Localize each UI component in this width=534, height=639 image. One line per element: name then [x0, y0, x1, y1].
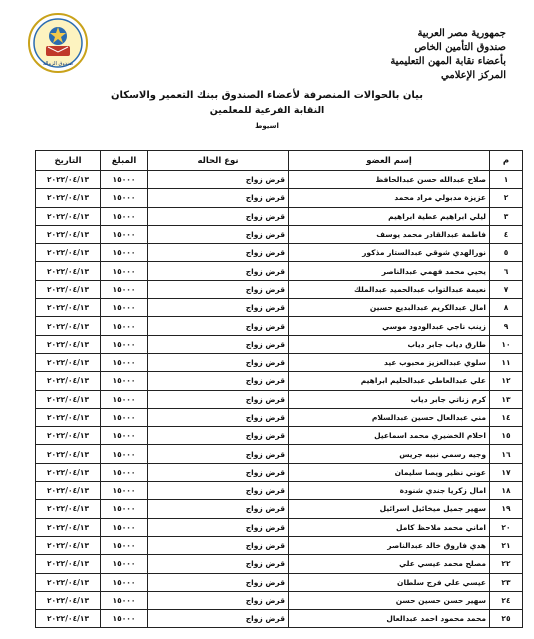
- cell-amount: ١٥٠٠٠: [101, 225, 148, 243]
- cell-date: ٢٠٢٢/٠٤/١٣: [36, 536, 101, 554]
- cell-date: ٢٠٢٢/٠٤/١٣: [36, 408, 101, 426]
- table-row: [36, 500, 523, 518]
- table-row: [36, 262, 523, 280]
- cell-number: ٢٢: [490, 555, 523, 573]
- cell-member-name: عزيزة مدبولي مراد محمد: [289, 189, 490, 207]
- cell-member-name: زينب ناجي عبدالودود موسي: [289, 317, 490, 335]
- cell-case-type: قرض زواج: [148, 225, 289, 243]
- cell-amount: ١٥٠٠٠: [101, 171, 148, 189]
- table-row: [36, 555, 523, 573]
- cell-amount: ١٥٠٠٠: [101, 573, 148, 591]
- table-row: [36, 353, 523, 371]
- cell-case-type: قرض زواج: [148, 573, 289, 591]
- cell-number: ٥: [490, 244, 523, 262]
- cell-number: ١: [490, 171, 523, 189]
- cell-amount: ١٥٠٠٠: [101, 518, 148, 536]
- header-line-fund: صندوق التأمين الخاص: [414, 42, 506, 53]
- cell-member-name: امال زكريا جندي شنودة: [289, 482, 490, 500]
- cell-member-name: اماني محمد ملاحظ كامل: [289, 518, 490, 536]
- cell-case-type: قرض زواج: [148, 408, 289, 426]
- table-row: [36, 573, 523, 591]
- cell-number: ٨: [490, 299, 523, 317]
- cell-amount: ١٥٠٠٠: [101, 463, 148, 481]
- cell-date: ٢٠٢٢/٠٤/١٣: [36, 518, 101, 536]
- cell-member-name: سلوي عبدالعزيز محبوب عيد: [289, 353, 490, 371]
- cell-date: ٢٠٢٢/٠٤/١٣: [36, 427, 101, 445]
- table-row: [36, 591, 523, 609]
- cell-date: ٢٠٢٢/٠٤/١٣: [36, 189, 101, 207]
- issuer-header: [306, 27, 506, 83]
- cell-member-name: صلاح عبدالله حسن عبدالحافظ: [289, 171, 490, 189]
- cell-amount: ١٥٠٠٠: [101, 500, 148, 518]
- table-row: [36, 408, 523, 426]
- cell-case-type: قرض زواج: [148, 244, 289, 262]
- cell-amount: ١٥٠٠٠: [101, 482, 148, 500]
- cell-member-name: امال عبدالكريم عبدالبديع حسين: [289, 299, 490, 317]
- cell-amount: ١٥٠٠٠: [101, 189, 148, 207]
- cell-date: ٢٠٢٢/٠٤/١٣: [36, 482, 101, 500]
- cell-number: ٢٥: [490, 610, 523, 628]
- cell-number: ١٨: [490, 482, 523, 500]
- table-row: [36, 244, 523, 262]
- cell-date: ٢٠٢٢/٠٤/١٣: [36, 299, 101, 317]
- cell-case-type: قرض زواج: [148, 189, 289, 207]
- table-row: [36, 317, 523, 335]
- col-header-type: نوع الحاله: [148, 151, 289, 171]
- cell-member-name: طارق دياب جابر دياب: [289, 335, 490, 353]
- cell-case-type: قرض زواج: [148, 390, 289, 408]
- table-row: [36, 482, 523, 500]
- cell-amount: ١٥٠٠٠: [101, 427, 148, 445]
- table-row: [36, 390, 523, 408]
- cell-member-name: عوني نظير ويصا سليمان: [289, 463, 490, 481]
- cell-case-type: قرض زواج: [148, 317, 289, 335]
- cell-date: ٢٠٢٢/٠٤/١٣: [36, 280, 101, 298]
- cell-number: ١٠: [490, 335, 523, 353]
- table-row: [36, 280, 523, 298]
- cell-date: ٢٠٢٢/٠٤/١٣: [36, 390, 101, 408]
- cell-amount: ١٥٠٠٠: [101, 610, 148, 628]
- cell-case-type: قرض زواج: [148, 463, 289, 481]
- table-row: [36, 518, 523, 536]
- cell-amount: ١٥٠٠٠: [101, 353, 148, 371]
- cell-date: ٢٠٢٢/٠٤/١٣: [36, 372, 101, 390]
- header-line-media-center: المركز الإعلامي: [441, 70, 506, 81]
- cell-date: ٢٠٢٢/٠٤/١٣: [36, 610, 101, 628]
- cell-amount: ١٥٠٠٠: [101, 317, 148, 335]
- cell-number: ١٣: [490, 390, 523, 408]
- cell-member-name: يحيي محمد فهمي عبدالناصر: [289, 262, 490, 280]
- cell-member-name: عيسي علي فرج سلطان: [289, 573, 490, 591]
- cell-member-name: احلام الخضيري محمد اسماعيل: [289, 427, 490, 445]
- cell-case-type: قرض زواج: [148, 555, 289, 573]
- document-subtitle: النقابة الفرعية للمعلمين: [209, 105, 325, 116]
- cell-case-type: قرض زواج: [148, 207, 289, 225]
- table-row: [36, 171, 523, 189]
- cell-number: ١٢: [490, 372, 523, 390]
- cell-member-name: مصلح محمد عيسي علي: [289, 555, 490, 573]
- cell-number: ٢٣: [490, 573, 523, 591]
- cell-member-name: نعيمة عبدالتواب عبدالحميد عبدالملك: [289, 280, 490, 298]
- cell-case-type: قرض زواج: [148, 445, 289, 463]
- cell-amount: ١٥٠٠٠: [101, 408, 148, 426]
- col-header-name: إسم العضو: [289, 151, 490, 171]
- table-row: [36, 536, 523, 554]
- cell-date: ٢٠٢٢/٠٤/١٣: [36, 225, 101, 243]
- cell-number: ٧: [490, 280, 523, 298]
- table-row: [36, 463, 523, 481]
- cell-date: ٢٠٢٢/٠٤/١٣: [36, 207, 101, 225]
- cell-date: ٢٠٢٢/٠٤/١٣: [36, 171, 101, 189]
- cell-number: ٢٠: [490, 518, 523, 536]
- cell-amount: ١٥٠٠٠: [101, 207, 148, 225]
- cell-date: ٢٠٢٢/٠٤/١٣: [36, 591, 101, 609]
- cell-date: ٢٠٢٢/٠٤/١٣: [36, 500, 101, 518]
- cell-date: ٢٠٢٢/٠٤/١٣: [36, 244, 101, 262]
- table-row: [36, 189, 523, 207]
- table-header-row: [36, 151, 523, 171]
- cell-case-type: قرض زواج: [148, 427, 289, 445]
- cell-amount: ١٥٠٠٠: [101, 262, 148, 280]
- cell-member-name: سهير حسن حسين حسن: [289, 591, 490, 609]
- cell-number: ١٤: [490, 408, 523, 426]
- cell-number: ١٩: [490, 500, 523, 518]
- cell-number: ١١: [490, 353, 523, 371]
- cell-number: ٩: [490, 317, 523, 335]
- cell-member-name: سهير جميل ميخائيل اسرائيل: [289, 500, 490, 518]
- cell-amount: ١٥٠٠٠: [101, 445, 148, 463]
- cell-amount: ١٥٠٠٠: [101, 591, 148, 609]
- cell-member-name: علي عبدالعاطي عبدالحليم ابراهيم: [289, 372, 490, 390]
- cell-date: ٢٠٢٢/٠٤/١٣: [36, 317, 101, 335]
- members-table: [35, 150, 523, 628]
- cell-case-type: قرض زواج: [148, 610, 289, 628]
- cell-case-type: قرض زواج: [148, 299, 289, 317]
- cell-member-name: مني عبدالعال حسين عبدالسلام: [289, 408, 490, 426]
- cell-amount: ١٥٠٠٠: [101, 555, 148, 573]
- cell-date: ٢٠٢٢/٠٤/١٣: [36, 463, 101, 481]
- svg-text:صندوق الزمالة: صندوق الزمالة: [42, 61, 74, 67]
- cell-case-type: قرض زواج: [148, 536, 289, 554]
- cell-number: ١٥: [490, 427, 523, 445]
- cell-case-type: قرض زواج: [148, 372, 289, 390]
- table-row: [36, 372, 523, 390]
- cell-case-type: قرض زواج: [148, 171, 289, 189]
- branch-name: اسيوط: [255, 122, 279, 130]
- cell-amount: ١٥٠٠٠: [101, 280, 148, 298]
- cell-amount: ١٥٠٠٠: [101, 536, 148, 554]
- cell-number: ١٧: [490, 463, 523, 481]
- cell-amount: ١٥٠٠٠: [101, 244, 148, 262]
- cell-member-name: كرم زناتي جابر دياب: [289, 390, 490, 408]
- cell-date: ٢٠٢٢/٠٤/١٣: [36, 555, 101, 573]
- col-header-number: م: [490, 151, 523, 171]
- cell-case-type: قرض زواج: [148, 335, 289, 353]
- cell-date: ٢٠٢٢/٠٤/١٣: [36, 262, 101, 280]
- table-row: [36, 207, 523, 225]
- header-line-union: بأعضاء نقابة المهن التعليمية: [390, 56, 506, 67]
- cell-case-type: قرض زواج: [148, 591, 289, 609]
- cell-date: ٢٠٢٢/٠٤/١٣: [36, 445, 101, 463]
- cell-member-name: وجيه رسمي نبيه جريس: [289, 445, 490, 463]
- cell-case-type: قرض زواج: [148, 500, 289, 518]
- cell-member-name: نورالهدي شوقي عبدالستار مذكور: [289, 244, 490, 262]
- table-row: [36, 427, 523, 445]
- cell-number: ٢: [490, 189, 523, 207]
- cell-case-type: قرض زواج: [148, 262, 289, 280]
- cell-amount: ١٥٠٠٠: [101, 372, 148, 390]
- cell-date: ٢٠٢٢/٠٤/١٣: [36, 573, 101, 591]
- table-row: [36, 445, 523, 463]
- union-emblem-icon: [27, 12, 89, 74]
- table-row: [36, 610, 523, 628]
- cell-member-name: فاطمة عبدالقادر محمد يوسف: [289, 225, 490, 243]
- cell-case-type: قرض زواج: [148, 518, 289, 536]
- cell-number: ٤: [490, 225, 523, 243]
- cell-member-name: ليلي ابراهيم عطية ابراهيم: [289, 207, 490, 225]
- table-row: [36, 225, 523, 243]
- table-row: [36, 299, 523, 317]
- cell-member-name: محمد محمود احمد عبدالعال: [289, 610, 490, 628]
- cell-number: ٢١: [490, 536, 523, 554]
- cell-case-type: قرض زواج: [148, 482, 289, 500]
- header-line-country: جمهورية مصر العربية: [417, 28, 506, 39]
- table-row: [36, 335, 523, 353]
- cell-number: ٣: [490, 207, 523, 225]
- col-header-amount: المبلغ: [101, 151, 148, 171]
- cell-amount: ١٥٠٠٠: [101, 299, 148, 317]
- cell-member-name: هدي فاروق خالد عبدالناصر: [289, 536, 490, 554]
- cell-date: ٢٠٢٢/٠٤/١٣: [36, 335, 101, 353]
- cell-number: ١٦: [490, 445, 523, 463]
- col-header-date: التاريخ: [36, 151, 101, 171]
- cell-case-type: قرض زواج: [148, 280, 289, 298]
- cell-number: ٦: [490, 262, 523, 280]
- cell-date: ٢٠٢٢/٠٤/١٣: [36, 353, 101, 371]
- cell-amount: ١٥٠٠٠: [101, 390, 148, 408]
- document-title: بيان بالحوالات المنصرفة لأعضاء الصندوق ببنك التعمير والاسكان: [110, 90, 424, 101]
- cell-number: ٢٤: [490, 591, 523, 609]
- cell-case-type: قرض زواج: [148, 353, 289, 371]
- cell-amount: ١٥٠٠٠: [101, 335, 148, 353]
